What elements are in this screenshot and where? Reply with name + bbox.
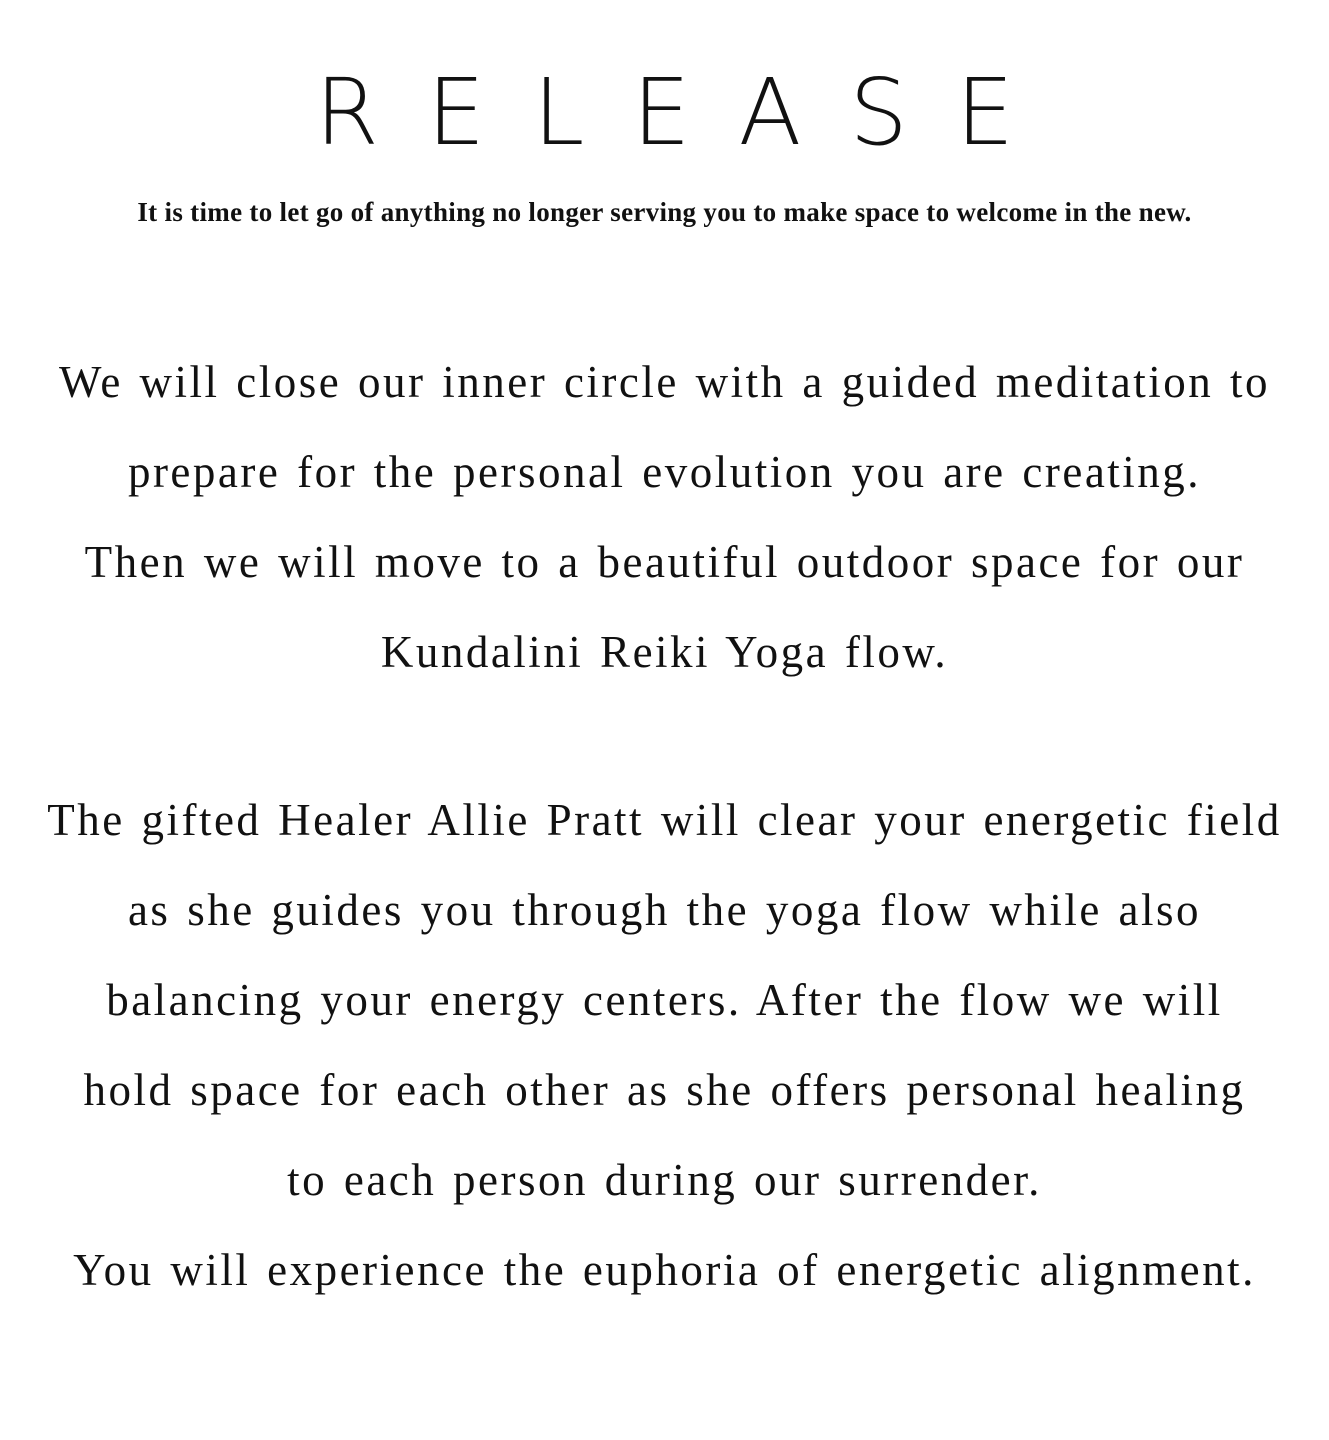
paragraph-line: prepare for the personal evolution you are creating. [127, 447, 1202, 497]
paragraph-line: hold space for each other as she offers personal healing [83, 1065, 1246, 1115]
page-subtitle: It is time to let go of anything no longer serving you to make space to welcome in the new. [137, 197, 1192, 227]
paragraph-line: balancing your energy centers. After the flow we will [106, 975, 1223, 1025]
paragraph-line: to each person during our surrender. [287, 1155, 1042, 1205]
paragraph-line: Then we will move to a beautiful outdoor space for our [84, 537, 1245, 587]
paragraph-line: as she guides you through the yoga flow while also [127, 885, 1202, 935]
paragraph-line: Kundalini Reiki Yoga flow. [380, 627, 949, 677]
paragraph-line: The gifted Healer Allie Pratt will clear your energetic field [47, 795, 1282, 845]
page-title: RELEASE [315, 59, 1062, 166]
paragraph-line: You will experience the euphoria of energetic alignment. [73, 1245, 1256, 1295]
paragraph-healer [0, 775, 1329, 1315]
paragraph-line: We will close our inner circle with a guided meditation to [58, 357, 1271, 407]
paragraph-meditation [0, 337, 1329, 697]
